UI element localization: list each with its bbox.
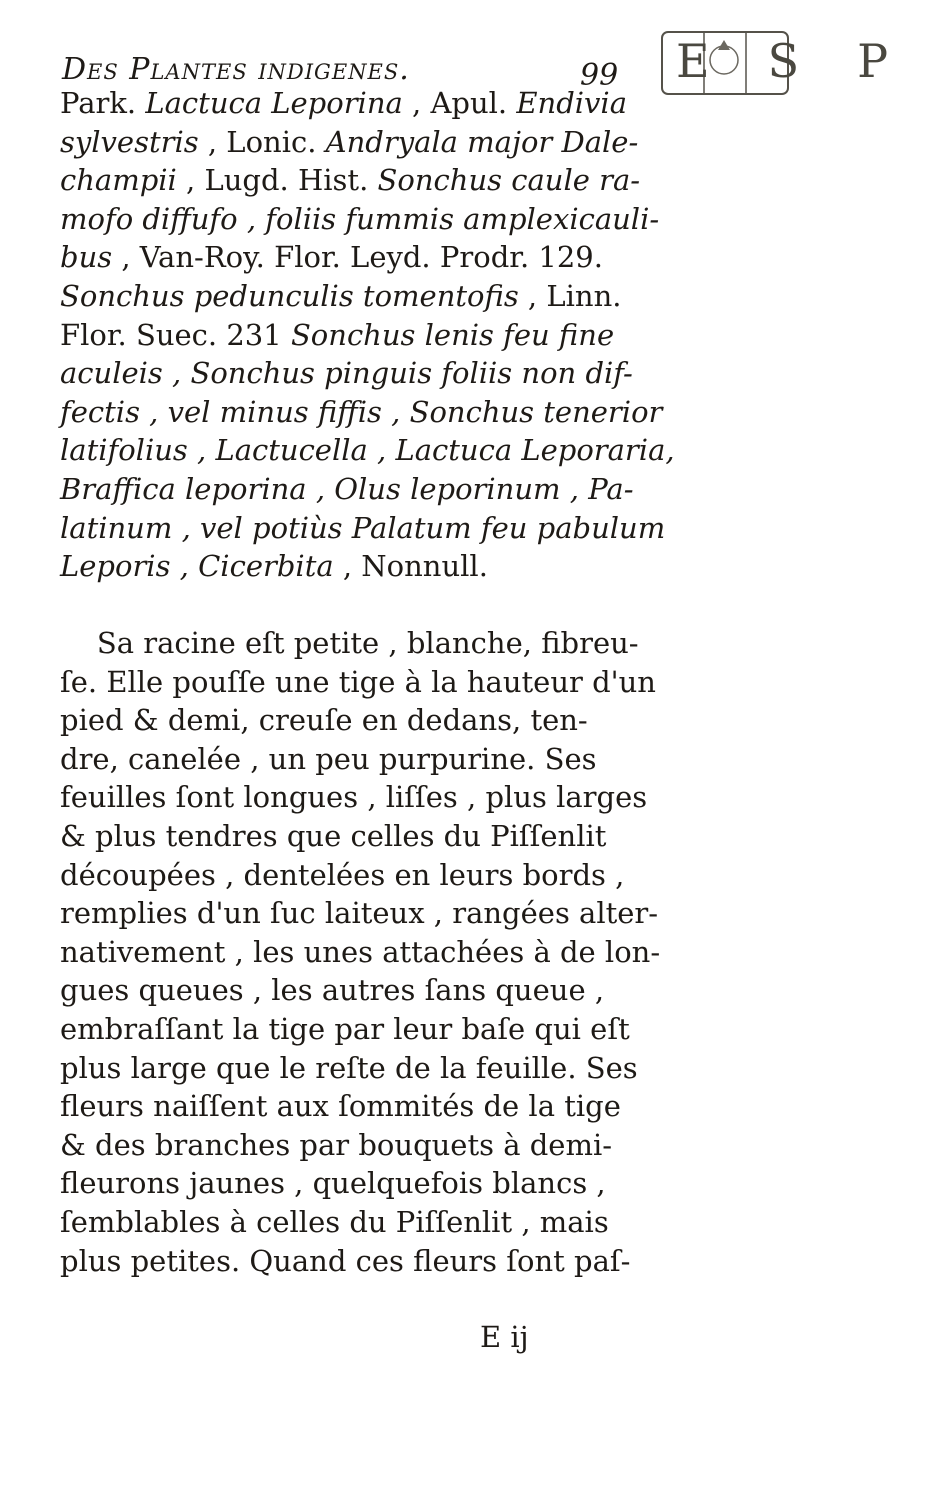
text-segment: fectis , vel minus fiffis , Sonchus tenerior	[60, 394, 663, 429]
french-description	[60, 624, 760, 1280]
french-line: fleurs naiſſent aux ſommités de la tige	[60, 1089, 621, 1124]
text-segment: champii	[60, 163, 177, 198]
french-line: pied & demi, creuſe en dedans, ten-	[60, 703, 588, 738]
text-segment: , Van-Roy. Flor. Leyd. Prodr. 129.	[112, 240, 603, 275]
text-segment: Park.	[60, 86, 146, 120]
text-segment: Andryala major Dale-	[325, 124, 639, 159]
latin-line	[60, 393, 760, 432]
text-segment: Lactuca Leporina	[145, 86, 403, 120]
french-line: remplies d'un ſuc laiteux , rangées alter-	[60, 896, 659, 931]
text-segment: latifolius , Lactucella , Lactuca Leporaria,	[60, 433, 675, 468]
text-segment: mofo diffufo , foliis fummis amplexicauli-	[60, 201, 660, 236]
latin-line	[60, 509, 760, 548]
text-segment: latinum , vel potiùs Palatum feu pabulum	[60, 510, 666, 545]
stamp-lettering: ESP	[676, 34, 946, 88]
text-segment: , Nonnull.	[333, 549, 488, 584]
latin-line	[60, 547, 760, 586]
french-line: ſe. Elle pouſſe une tige à la hauteur d'un	[60, 664, 656, 699]
text-segment: Endivia	[516, 86, 627, 120]
text-segment: bus	[60, 240, 113, 275]
text-segment: Sonchus lenis feu fine	[290, 317, 615, 352]
latin-line	[60, 431, 760, 470]
text-segment: , Apul.	[402, 86, 517, 120]
french-line: & plus tendres que celles du Piſſenlit	[60, 818, 607, 853]
latin-line	[60, 123, 760, 162]
latin-synonymy	[60, 84, 760, 586]
text-segment: , Lugd. Hist.	[176, 163, 378, 198]
french-line: dre, canelée , un peu purpurine. Ses	[60, 741, 597, 776]
french-line: nativement , les unes attachées à de lon-	[60, 934, 661, 969]
text-segment: Leporis , Cicerbita	[60, 549, 334, 584]
latin-line	[60, 84, 760, 123]
french-line: gues queues , les autres ſans queue ,	[60, 973, 605, 1008]
latin-line	[60, 354, 760, 393]
text-segment: Braffica leporina , Olus leporinum , Pa-	[60, 471, 634, 506]
running-head: Des Plantes indigenes.	[62, 52, 410, 87]
french-line: embraſſant la tige par leur baſe qui eſt	[60, 1011, 630, 1046]
french-line: plus large que le reſte de la feuille. Ses	[60, 1050, 638, 1085]
text-segment: Flor. Suec. 231	[60, 317, 291, 352]
french-line: Sa racine eſt petite , blanche, fibreu-	[60, 626, 639, 660]
latin-line	[60, 238, 760, 277]
latin-line	[60, 316, 760, 355]
signature-mark: E ij	[480, 1320, 529, 1354]
text-segment: , Linn.	[518, 278, 622, 313]
latin-line	[60, 161, 760, 200]
text-segment: , Lonic.	[198, 124, 326, 159]
latin-line	[60, 470, 760, 509]
french-line: fleurons jaunes , quelquefois blancs ,	[60, 1166, 606, 1201]
french-line: découpées , dentelées en leurs bords ,	[60, 857, 625, 892]
french-line: ſemblables à celles du Piſſenlit , mais	[60, 1204, 609, 1239]
french-line: & des branches par bouquets à demi-	[60, 1127, 613, 1162]
text-segment: Sonchus pedunculis tomentofis	[60, 278, 519, 313]
french-line: feuilles ſont longues , liſſes , plus larges	[60, 780, 648, 815]
page-number: 99	[580, 58, 619, 93]
text-segment: aculeis , Sonchus pinguis foliis non dif-	[60, 356, 633, 391]
latin-line	[60, 277, 760, 316]
latin-line	[60, 200, 760, 239]
french-line: plus petites. Quand ces fleurs ſont paſ-	[60, 1243, 631, 1278]
text-segment: Sonchus caule ra-	[377, 163, 641, 198]
text-segment: sylvestris	[60, 124, 199, 159]
